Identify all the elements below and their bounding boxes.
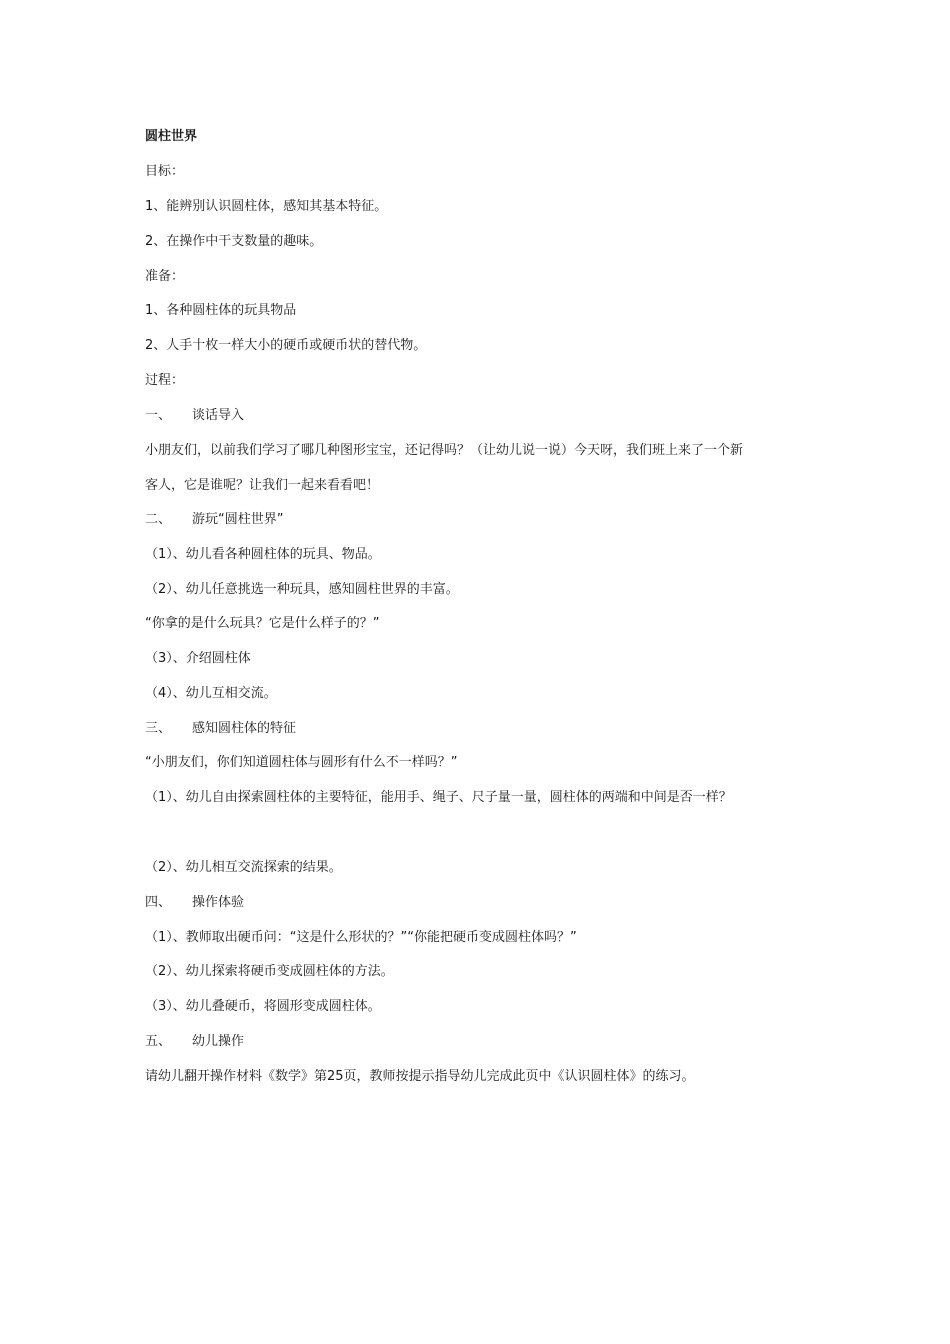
section-title: 感知圆柱体的特征 bbox=[192, 721, 297, 736]
paragraph-line: “小朋友们，你们知道圆柱体与圆形有什么不一样吗？” bbox=[145, 755, 458, 770]
paragraph-line: （3）、介绍圆柱体 bbox=[145, 651, 251, 666]
goal-item: 2、在操作中干支数量的趣味。 bbox=[145, 234, 323, 249]
paragraph-line: （1）、幼儿自由探索圆柱体的主要特征，能用手、绳子、尺子量一量，圆柱体的两端和中间是否一样？ bbox=[145, 790, 732, 805]
paragraph-line: （2）、幼儿任意挑选一种玩具，感知圆柱世界的丰富。 bbox=[145, 582, 459, 597]
section-heading bbox=[145, 894, 244, 912]
section-number: 四、 bbox=[145, 895, 172, 910]
process-label: 过程： bbox=[145, 373, 185, 388]
paragraph-line: （1）、教师取出硬币问：“这是什么形状的？”“你能把硬币变成圆柱体吗？” bbox=[145, 930, 577, 945]
section-title: 游玩“圆柱世界” bbox=[192, 512, 284, 527]
section-heading bbox=[145, 720, 296, 738]
section-heading bbox=[145, 511, 283, 529]
prep-label: 准备： bbox=[145, 269, 185, 284]
paragraph-line: 客人，它是谁呢？让我们一起来看看吧！ bbox=[145, 478, 380, 493]
section-title: 操作体验 bbox=[192, 895, 245, 910]
paragraph-line: （1）、幼儿看各种圆柱体的玩具、物品。 bbox=[145, 547, 381, 562]
paragraph-line: （2）、幼儿探索将硬币变成圆柱体的方法。 bbox=[145, 964, 394, 979]
document-title: 圆柱世界 bbox=[145, 129, 198, 144]
paragraph-line: “你拿的是什么玩具？它是什么样子的？” bbox=[145, 616, 380, 631]
paragraph-line: （3）、幼儿叠硬币，将圆形变成圆柱体。 bbox=[145, 999, 381, 1014]
section-heading bbox=[145, 407, 244, 425]
section-title: 谈话导入 bbox=[192, 408, 245, 423]
section-number: 二、 bbox=[145, 512, 172, 527]
paragraph-line: （4）、幼儿互相交流。 bbox=[145, 686, 277, 701]
section-title: 幼儿操作 bbox=[192, 1034, 245, 1049]
goal-item: 1、能辨别认识圆柱体，感知其基本特征。 bbox=[145, 199, 388, 214]
paragraph-line: 请幼儿翻开操作材料《数学》第25页，教师按提示指导幼儿完成此页中《认识圆柱体》的练习。 bbox=[145, 1069, 695, 1084]
section-number: 一、 bbox=[145, 408, 172, 423]
goals-label: 目标： bbox=[145, 164, 185, 179]
section-number: 三、 bbox=[145, 721, 172, 736]
paragraph-line: （2）、幼儿相互交流探索的结果。 bbox=[145, 860, 342, 875]
section-heading bbox=[145, 1033, 244, 1051]
prep-item: 2、人手十枚一样大小的硬币或硬币状的替代物。 bbox=[145, 338, 427, 353]
section-number: 五、 bbox=[145, 1034, 172, 1049]
prep-item: 1、各种圆柱体的玩具物品 bbox=[145, 303, 297, 318]
paragraph-line: 小朋友们，以前我们学习了哪几种图形宝宝，还记得吗？（让幼儿说一说）今天呀，我们班上来了一个新 bbox=[145, 443, 744, 458]
